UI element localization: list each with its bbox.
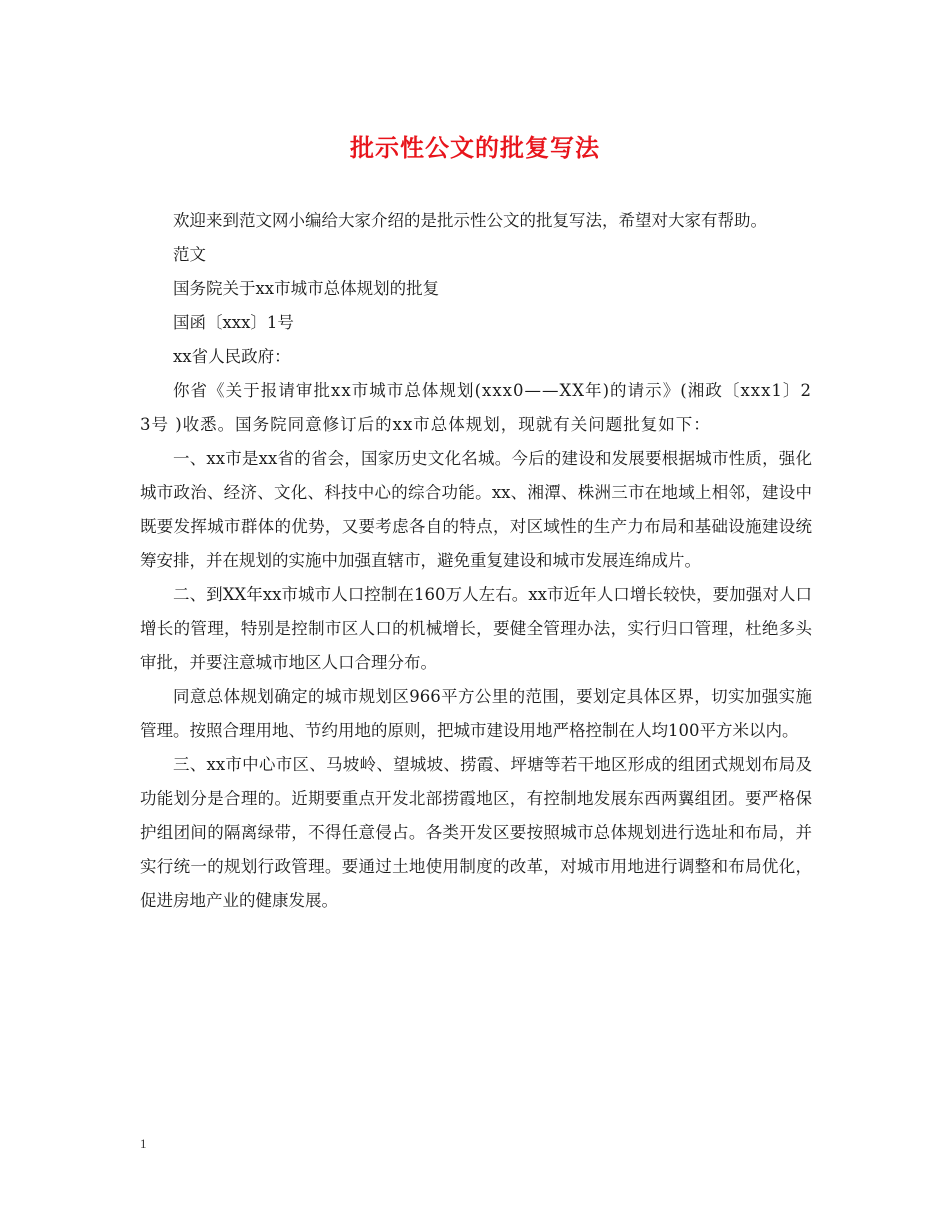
document-title: 批示性公文的批复写法 [350,133,600,162]
paragraph-item-three: 三、xx市中心市区、马坡岭、望城坡、捞霞、坪塘等若干地区形成的组团式规划布局及功能划分是合理的。近期要重点开发北部捞霞地区，有控制地发展东西两翼组团。要严格保护组团间的隔离绿带，不得任意侵占。各类开发区要按照城市总体规划进行选址和布局，并实行统一的规划行政管理。要通过土地使用制度的改革，对城市用地进行调整和布局优化，促进房地产业的健康发展。 [140,755,812,910]
paragraph-planning-area: 同意总体规划确定的城市规划区966平方公里的范围，要划定具体区界，切实加强实施管理。按照合理用地、节约用地的原则，把城市建设用地严格控制在人均100平方米以内。 [140,687,812,740]
page-number: 1 [140,1136,147,1151]
paragraph-doc-number: 国函〔xxx〕1号 [173,313,294,332]
paragraph-label-sample: 范文 [173,245,206,264]
paragraph-recipient: xx省人民政府： [173,347,291,366]
paragraph-intro: 欢迎来到范文网小编给大家介绍的是批示性公文的批复写法，希望对大家有帮助。 [173,211,767,230]
document-body [140,204,812,918]
paragraph-item-two: 二、到XX年xx市城市人口控制在160万人左右。xx市近年人口增长较快，要加强对人口增长的管理，特别是控制市区人口的机械增长，要健全管理办法，实行归口管理，杜绝多头审批，并要注意城市地区人口合理分布。 [140,585,812,672]
paragraph-request-ack: 你省《关于报请审批xx市城市总体规划(xxx0——XX年)的请示》(湘政〔xxx1〕23号 )收悉。国务院同意修订后的xx市总体规划，现就有关问题批复如下： [140,381,812,434]
paragraph-doc-heading: 国务院关于xx市城市总体规划的批复 [173,279,440,298]
paragraph-item-one: 一、xx市是xx省的省会，国家历史文化名城。今后的建设和发展要根据城市性质，强化城市政治、经济、文化、科技中心的综合功能。xx、湘潭、株洲三市在地域上相邻，建设中既要发挥城市群体的优势，又要考虑各自的特点，对区域性的生产力布局和基础设施建设统筹安排，并在规划的实施中加强直辖市，避免重复建设和城市发展连绵成片。 [140,449,812,570]
